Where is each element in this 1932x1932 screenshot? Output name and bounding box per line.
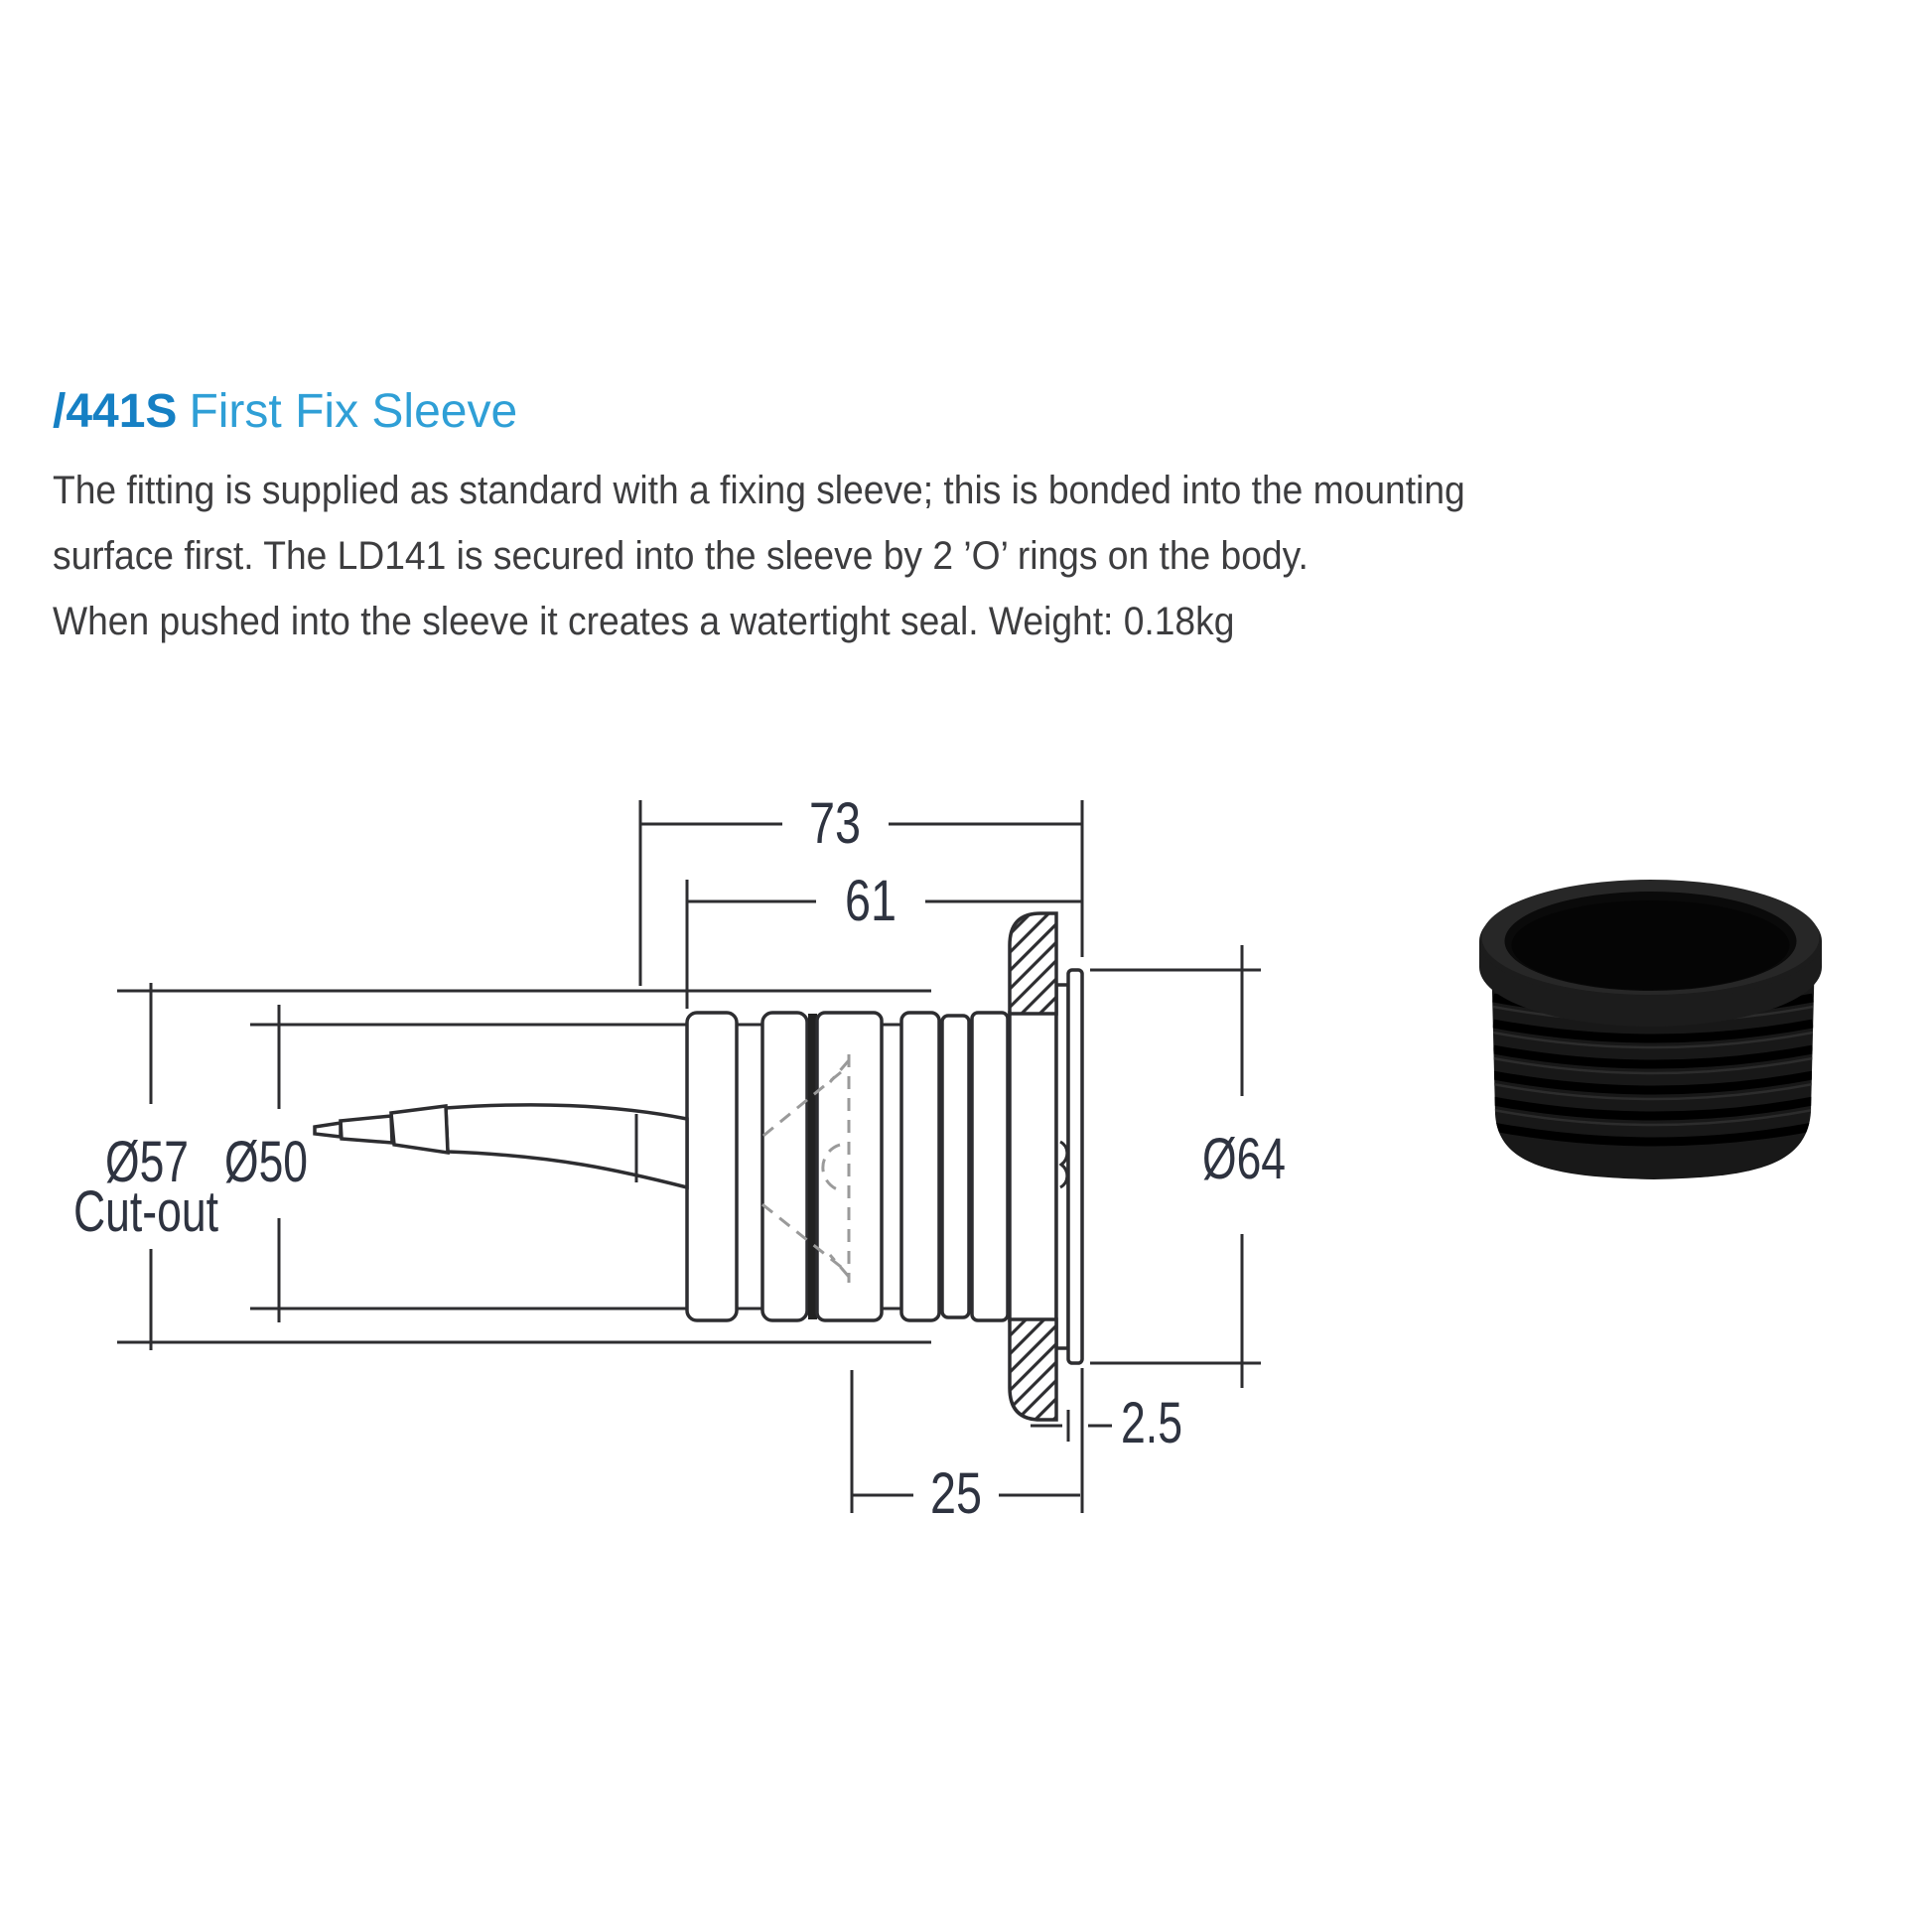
dim-label-61: 61: [845, 869, 897, 933]
body-rib: [942, 1016, 969, 1317]
dim-label-25: 25: [930, 1461, 982, 1526]
dim-label-cutout: Cut-out: [73, 1179, 218, 1244]
dimension-face-diameter: [1090, 945, 1286, 1388]
dim-label-2-5: 2.5: [1121, 1391, 1182, 1455]
dim-label-d57: Ø57: [105, 1130, 189, 1194]
flange-hatch-bottom: [1010, 1319, 1056, 1420]
dim-label-d64: Ø64: [1202, 1127, 1286, 1191]
product-name: First Fix Sleeve: [189, 385, 518, 438]
cable-tip: [315, 1123, 341, 1137]
dim-label-73: 73: [809, 791, 861, 856]
cable-step: [391, 1106, 448, 1153]
sleeve-bore: [1512, 900, 1790, 990]
sleeve-photo: [1479, 880, 1822, 1179]
body-recess: [882, 1025, 901, 1309]
flange-mid: [1010, 1013, 1056, 1320]
body-rib: [687, 1013, 737, 1320]
body-recess: [737, 1025, 762, 1309]
body-rib: [901, 1013, 939, 1320]
face-plate: [1068, 970, 1082, 1363]
flange-hatch-top: [1010, 913, 1056, 1014]
dim-label-d50: Ø50: [224, 1130, 308, 1194]
cable-rod: [341, 1116, 392, 1143]
body-rib: [762, 1013, 807, 1320]
description-line: surface first. The LD141 is secured into the sleeve by 2 ’O’ rings on the body.: [53, 534, 1309, 578]
cable: [446, 1105, 687, 1187]
description-line: The fitting is supplied as standard with a fixing sleeve; this is bonded into the mounting: [53, 469, 1465, 512]
body-rib: [972, 1013, 1008, 1320]
product-code: /441S: [53, 385, 178, 438]
description-line: When pushed into the sleeve it creates a watertight seal. Weight: 0.18kg: [53, 600, 1235, 643]
